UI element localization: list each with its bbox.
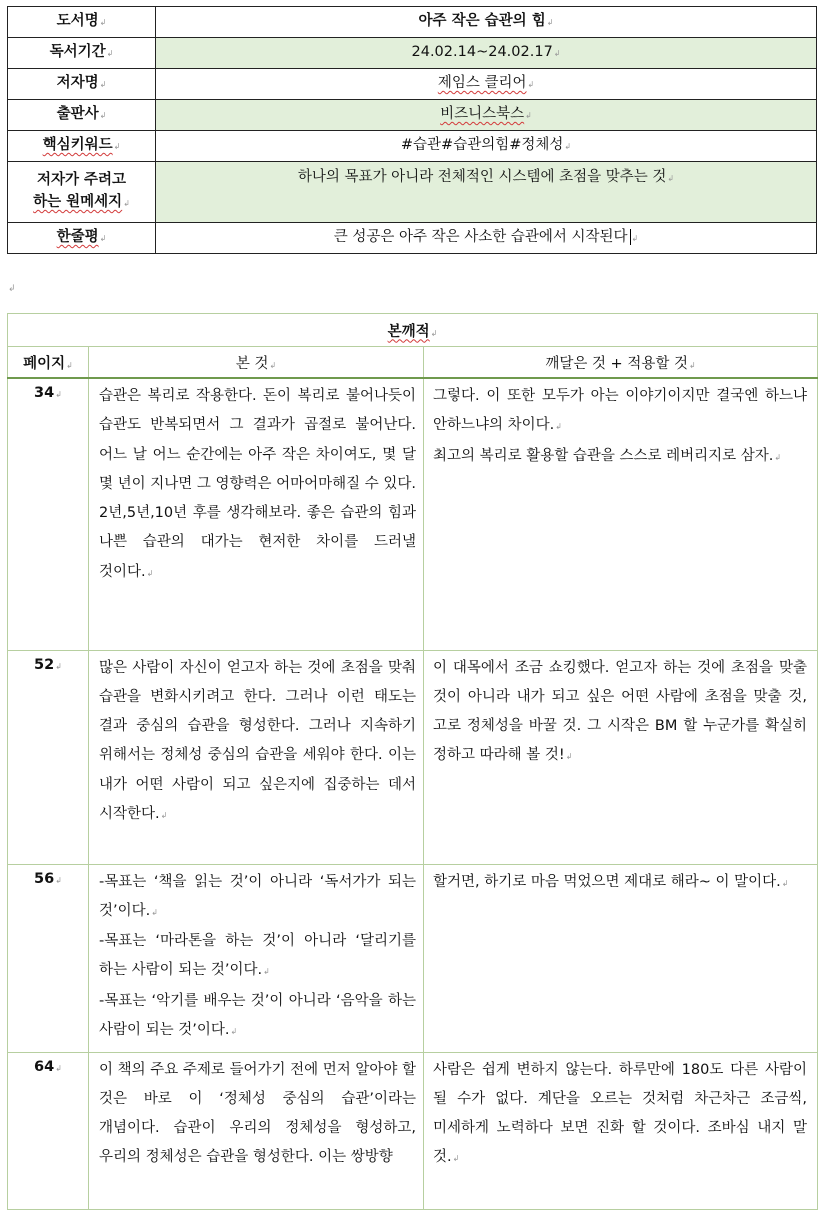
learned-text: 이 대목에서 조금 쇼킹했다. 얻고자 하는 것에 초점을 맞출 것이 아니라 내가 되고 싶은 어떤 사람에 초점을 맞출 것, 고로 정체성을 바꿀 것. 그 시작은 BM 할 누군가를 확실히 정하고 따라해 볼 것!↲ (433, 659, 807, 764)
header-page[interactable]: 페이지↲ (8, 347, 89, 379)
info-label-message[interactable]: 저자가 주려고 하는 원메세지↲ (8, 162, 156, 223)
reading-notes-table (7, 313, 818, 1210)
page-number-cell[interactable]: 34↲ (8, 378, 89, 650)
seen-text: 많은 사람이 자신이 얻고자 하는 것에 초점을 맞춰 습관을 변화시키려고 한다. 그러나 이런 태도는 결과 중심의 습관을 형성한다. 그러나 지속하기 위해서는 정체성 중심의 습관을 세워야 한다. 이는 내가 어떤 사람이 되고 싶은지에 집중하는 데서 시작한다.↲ (99, 659, 416, 822)
seen-cell[interactable] (89, 650, 424, 864)
seen-text: -목표는 ‘책을 읽는 것’이 아니라 ‘독서가가 되는 것’이다.↲ (99, 873, 416, 919)
info-label-review[interactable]: 한줄평↲ (8, 223, 156, 254)
seen-cell[interactable] (89, 864, 424, 1052)
header-seen[interactable]: 본 것↲ (89, 347, 424, 379)
info-label-keywords[interactable]: 핵심키워드↲ (8, 131, 156, 162)
seen-text: -목표는 ‘악기를 배우는 것’이 아니라 ‘음악을 하는 사람이 되는 것’이다.↲ (99, 992, 416, 1038)
learned-cell[interactable] (424, 1052, 818, 1209)
learned-cell[interactable] (424, 650, 818, 864)
header-learned[interactable]: 깨달은 것 + 적용할 것↲ (424, 347, 818, 379)
info-value-period[interactable]: 24.02.14~24.02.17↲ (156, 38, 817, 69)
info-value-message[interactable]: 하나의 목표가 아니라 전체적인 시스템에 초점을 맞추는 것↲ (156, 162, 817, 223)
learned-cell[interactable] (424, 864, 818, 1052)
seen-text: -목표는 ‘마라톤을 하는 것’이 아니라 ‘달리기를 하는 사람이 되는 것’이다.↲ (99, 933, 416, 979)
seen-cell[interactable] (89, 378, 424, 650)
notes-row (8, 1052, 818, 1209)
info-row-title (8, 7, 817, 38)
book-info-table (7, 6, 817, 254)
info-row-message (8, 162, 817, 223)
learned-text: 사람은 쉽게 변하지 않는다. 하루만에 180도 다른 사람이 될 수가 없다. 계단을 오르는 것처럼 차근차근 조금씩, 미세하게 노력하다 보면 진화 할 것이다. 조바심 내지 말 것.↲ (433, 1061, 807, 1166)
notes-row (8, 650, 818, 864)
notes-row (8, 378, 818, 650)
paragraph-mark: ↲ (8, 284, 16, 294)
info-value-review[interactable]: 큰 성공은 아주 작은 사소한 습관에서 시작된다 ↲ (156, 223, 817, 254)
notes-header-row (8, 347, 818, 379)
info-label-author[interactable]: 저자명↲ (8, 69, 156, 100)
info-row-keywords (8, 131, 817, 162)
page-number-cell[interactable]: 52↲ (8, 650, 89, 864)
learned-cell[interactable] (424, 378, 818, 650)
learned-text: 할거면, 하기로 마음 먹었으면 제대로 해라~ 이 말이다.↲ (433, 873, 789, 890)
page-number-cell[interactable]: 56↲ (8, 864, 89, 1052)
info-value-title[interactable]: 아주 작은 습관의 힘↲ (156, 7, 817, 38)
info-row-review (8, 223, 817, 254)
notes-caption-row (8, 314, 818, 347)
notes-caption[interactable]: 본깨적↲ (8, 314, 818, 347)
info-row-publisher (8, 100, 817, 131)
seen-text: 습관은 복리로 작용한다. 돈이 복리로 불어나듯이 습관도 반복되면서 그 결과가 곱절로 불어난다. 어느 날 어느 순간에는 아주 작은 차이여도, 몇 달 몇 년이 지나면 그 영향력은 어마어마해질 수 있다. 2년,5년,10년 후를 생각해보라. 좋은 습관의 힘과 나쁜 습관의 대가는 현저한 차이를 드러낼 것이다.↲ (99, 388, 417, 580)
info-label-period[interactable]: 독서기간↲ (8, 38, 156, 69)
page-number-cell[interactable]: 64↲ (8, 1052, 89, 1209)
text-cursor (630, 229, 631, 245)
info-row-period (8, 38, 817, 69)
info-label-publisher[interactable]: 출판사↲ (8, 100, 156, 131)
info-value-author[interactable]: 제임스 클리어↲ (156, 69, 817, 100)
info-row-author (8, 69, 817, 100)
info-value-publisher[interactable]: 비즈니스북스↲ (156, 100, 817, 131)
notes-row (8, 864, 818, 1052)
info-value-keywords[interactable]: #습관#습관의힘#정체성↲ (156, 131, 817, 162)
seen-text: 이 책의 주요 주제로 들어가기 전에 먼저 알아야 할 것은 바로 이 ‘정체성 중심의 습관’이라는 개념이다. 습관이 우리의 정체성을 형성하고, 우리의 정체성은 습관을 형성한다. 이는 쌍방향 (99, 1061, 416, 1166)
learned-text: 최고의 복리로 활용할 습관을 스스로 레버리지로 삼자.↲ (433, 447, 782, 464)
info-label-title[interactable]: 도서명↲ (8, 7, 156, 38)
learned-text: 그렇다. 이 또한 모두가 아는 이야기이지만 결국엔 하느냐 안하느냐의 차이다.↲ (433, 388, 807, 434)
seen-cell[interactable] (89, 1052, 424, 1209)
